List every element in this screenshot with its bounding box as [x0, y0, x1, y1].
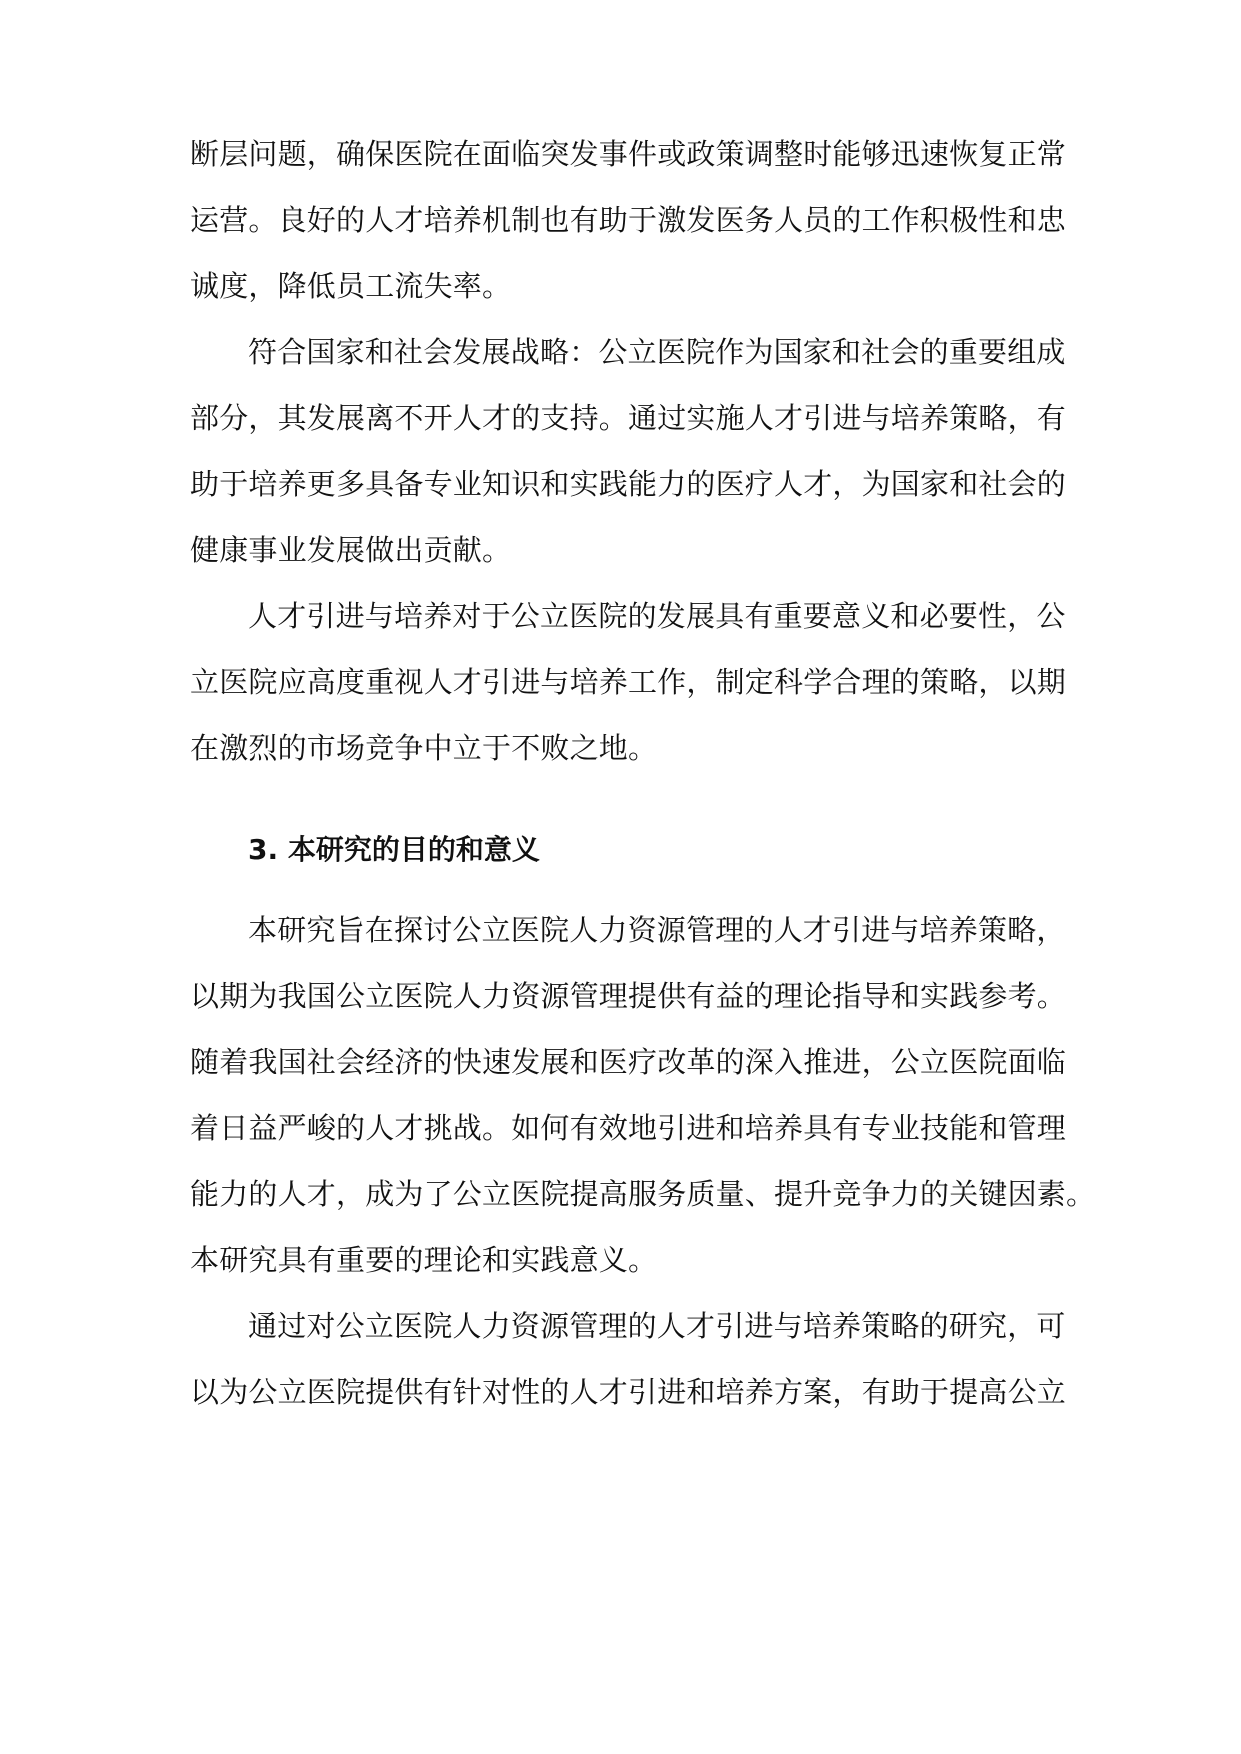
section-heading: 3. 本研究的目的和意义	[248, 833, 540, 866]
body-text-line: 人才引进与培养对于公立医院的发展具有重要意义和必要性，公	[248, 599, 1066, 633]
body-text-line: 通过对公立医院人力资源管理的人才引进与培养策略的研究，可	[248, 1309, 1066, 1343]
body-text-line: 立医院应高度重视人才引进与培养工作，制定科学合理的策略，以期	[190, 665, 1067, 699]
body-text-line: 在激烈的市场竞争中立于不败之地。	[190, 731, 658, 765]
body-text-line: 以为公立医院提供有针对性的人才引进和培养方案，有助于提高公立	[190, 1375, 1067, 1409]
body-text-line: 本研究旨在探讨公立医院人力资源管理的人才引进与培养策略，	[248, 913, 1066, 947]
body-text-line: 部分，其发展离不开人才的支持。通过实施人才引进与培养策略，有	[190, 401, 1067, 435]
body-text-line: 断层问题，确保医院在面临突发事件或政策调整时能够迅速恢复正常	[190, 137, 1067, 171]
body-text-line: 健康事业发展做出贡献。	[190, 533, 512, 567]
body-text-line: 助于培养更多具备专业知识和实践能力的医疗人才，为国家和社会的	[190, 467, 1067, 501]
body-text-line: 本研究具有重要的理论和实践意义。	[190, 1243, 658, 1277]
body-text-line: 运营。良好的人才培养机制也有助于激发医务人员的工作积极性和忠	[190, 203, 1067, 237]
body-text-line: 着日益严峻的人才挑战。如何有效地引进和培养具有专业技能和管理	[190, 1111, 1067, 1145]
body-text-line: 符合国家和社会发展战略：公立医院作为国家和社会的重要组成	[248, 335, 1066, 369]
body-text-line: 以期为我国公立医院人力资源管理提供有益的理论指导和实践参考。	[190, 979, 1067, 1013]
body-text-line: 随着我国社会经济的快速发展和医疗改革的深入推进，公立医院面临	[190, 1045, 1067, 1079]
body-text-line: 能力的人才，成为了公立医院提高服务质量、提升竞争力的关键因素。	[190, 1177, 1096, 1211]
body-text-line: 诚度，降低员工流失率。	[190, 269, 512, 303]
